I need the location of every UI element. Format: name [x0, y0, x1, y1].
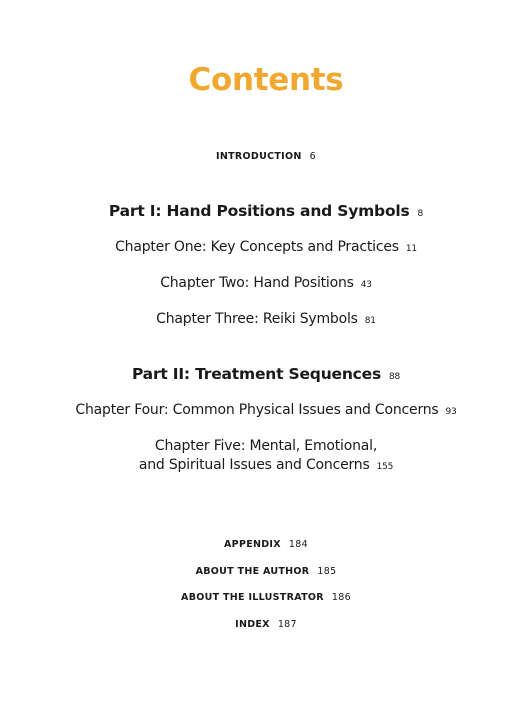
toc-chapter-four — [0, 401, 532, 422]
toc-chapter-page: 81 — [364, 316, 376, 326]
toc-chapter-five-line-2 — [0, 456, 532, 477]
toc-chapter-label: Chapter Five: Mental, Emotional, — [154, 438, 378, 454]
toc-entry-page: 184 — [288, 539, 308, 550]
toc-chapter-one — [0, 238, 532, 259]
toc-entry-introduction — [0, 151, 532, 162]
toc-chapter-page: 43 — [360, 280, 372, 290]
toc-entry-label: INDEX — [235, 619, 270, 630]
toc-chapter-page: 11 — [405, 244, 417, 254]
toc-part-label: Part II: Treatment Sequences — [131, 365, 381, 383]
toc-entry-index — [0, 619, 532, 630]
toc-entry-appendix — [0, 539, 532, 550]
toc-entry-label: INTRODUCTION — [216, 151, 302, 162]
toc-chapter-label: Chapter Four: Common Physical Issues and Concerns — [75, 402, 439, 418]
toc-entry-about-author — [0, 566, 532, 577]
toc-chapter-page: 155 — [376, 462, 394, 472]
toc-entry-label: ABOUT THE AUTHOR — [195, 566, 310, 577]
toc-entry-page: 187 — [277, 619, 297, 630]
toc-chapter-three — [0, 310, 532, 331]
toc-part-page: 88 — [389, 372, 401, 382]
page-title: Contents — [188, 62, 344, 98]
toc-entry-label: ABOUT THE ILLUSTRATOR — [181, 592, 324, 603]
toc-part-label: Part I: Hand Positions and Symbols — [108, 202, 410, 220]
toc-entry-about-illustrator — [0, 592, 532, 603]
toc-part-1 — [0, 202, 532, 220]
toc-chapter-label: Chapter One: Key Concepts and Practices — [115, 239, 399, 255]
toc-chapter-label: Chapter Two: Hand Positions — [160, 275, 354, 291]
toc-entry-page: 6 — [309, 151, 316, 162]
toc-part-2 — [0, 365, 532, 383]
toc-chapter-two — [0, 274, 532, 295]
toc-part-page: 8 — [417, 209, 424, 219]
toc-entry-page: 186 — [331, 592, 351, 603]
toc-chapter-page: 93 — [445, 407, 457, 417]
toc-entry-page: 185 — [317, 566, 337, 577]
toc-chapter-label: and Spiritual Issues and Concerns — [138, 457, 370, 473]
toc-chapter-label: Chapter Three: Reiki Symbols — [156, 311, 358, 327]
toc-chapter-five-line-1 — [0, 437, 532, 456]
toc-entry-label: APPENDIX — [224, 539, 281, 550]
